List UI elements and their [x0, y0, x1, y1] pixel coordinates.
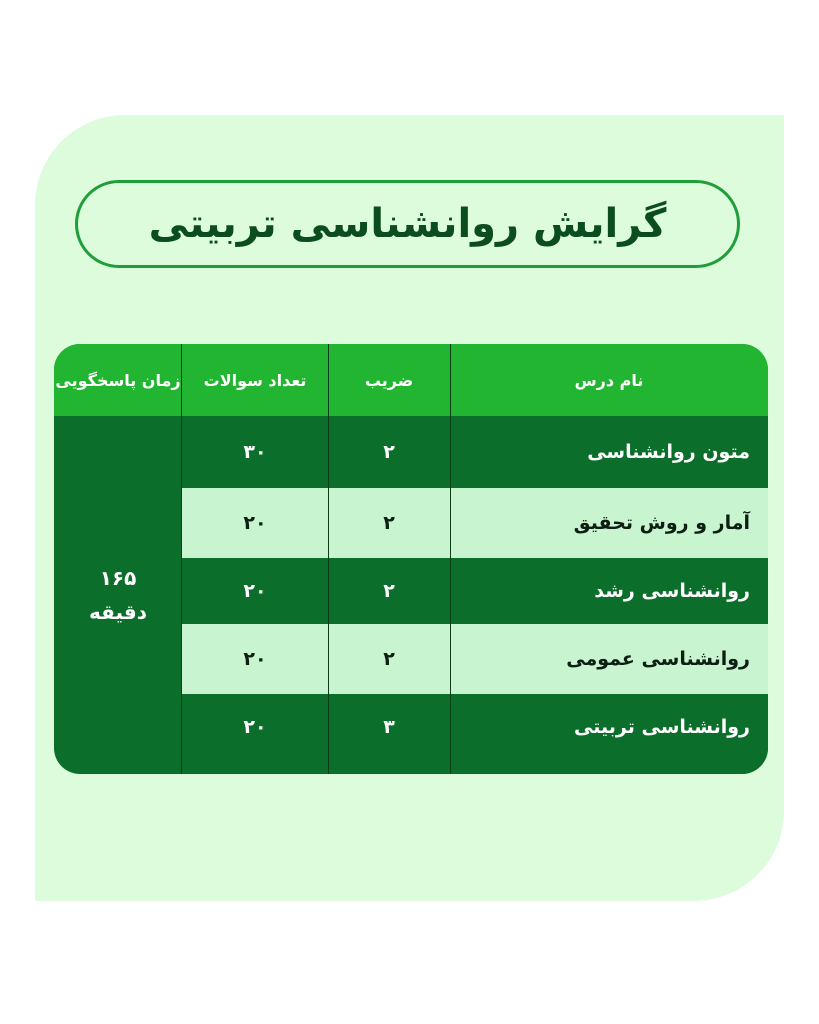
column-divider: [328, 344, 329, 774]
course-table: [54, 344, 768, 774]
header-coefficient: ضریب: [364, 370, 414, 390]
course-cell: روانشناسی عمومی: [566, 648, 750, 670]
coefficient-cell: ۲: [383, 512, 395, 534]
table-row: [182, 416, 768, 488]
questions-cell: ۲۰: [243, 648, 267, 670]
course-cell: متون روانشناسی: [587, 441, 750, 463]
column-divider: [450, 344, 451, 774]
coefficient-cell: ۳: [383, 716, 395, 738]
header-course: نام درس: [574, 370, 644, 390]
page-title: گرایش روانشناسی تربیتی: [148, 201, 667, 247]
duration-cell: [54, 416, 182, 774]
course-cell: روانشناسی رشد: [594, 580, 750, 602]
questions-cell: ۳۰: [243, 441, 267, 463]
table-row: [182, 488, 768, 558]
header-questions: تعداد سوالات: [203, 370, 307, 390]
course-cell: روانشناسی تربیتی: [574, 716, 750, 738]
duration-unit: دقیقه: [88, 600, 148, 624]
coefficient-cell: ۲: [383, 580, 395, 602]
coefficient-cell: ۲: [383, 648, 395, 670]
title-banner: [75, 180, 740, 268]
questions-cell: ۲۰: [243, 580, 267, 602]
table-header: [54, 344, 768, 416]
header-time: زمان پاسخگویی: [55, 370, 181, 390]
questions-cell: ۲۰: [243, 716, 267, 738]
column-divider: [181, 344, 182, 774]
table-row: [182, 624, 768, 694]
questions-cell: ۲۰: [243, 512, 267, 534]
course-cell: آمار و روش تحقیق: [573, 512, 750, 534]
duration-value: ۱۶۵: [99, 566, 137, 590]
table-row: [182, 558, 768, 624]
coefficient-cell: ۲: [383, 441, 395, 463]
table-row: [182, 694, 768, 774]
